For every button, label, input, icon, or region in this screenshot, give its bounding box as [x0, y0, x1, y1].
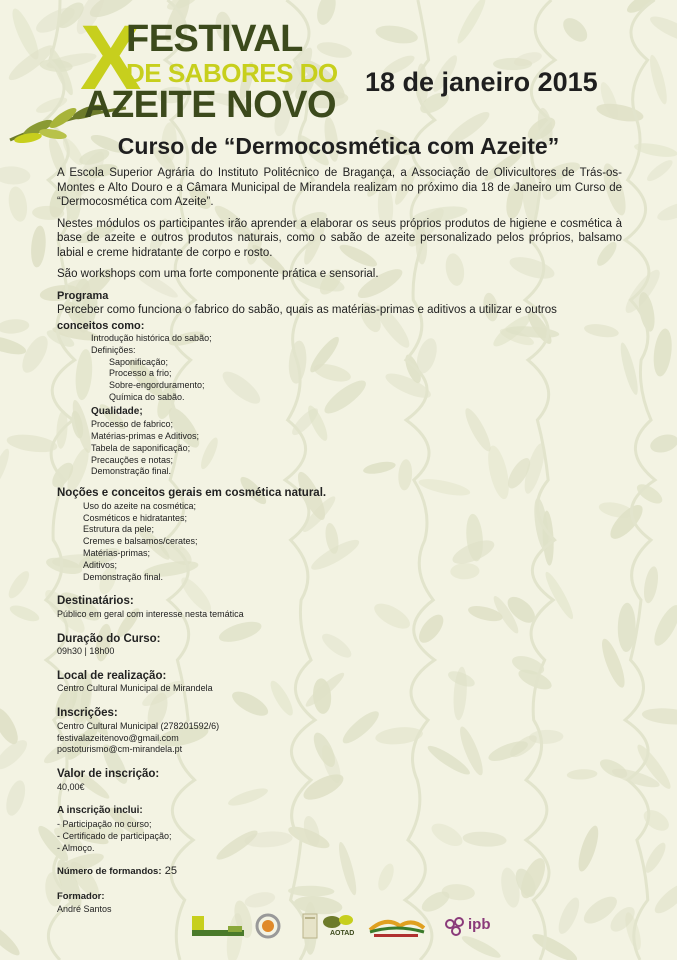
- duracao-value: 09h30 | 18h00: [57, 646, 115, 657]
- course-description: [57, 166, 622, 916]
- quality-heading: Qualidade;: [91, 405, 143, 417]
- formador-label: Formador:: [57, 890, 105, 902]
- valor-value: 40,00€: [57, 781, 85, 792]
- logo-de-sabores: DE SABORES DO: [126, 58, 338, 88]
- formandos-value: 25: [164, 865, 177, 878]
- list-item: Sobre-engorduramento;: [109, 380, 205, 391]
- list-item: Precauções e notas;: [91, 454, 174, 465]
- ipb-label: ipb: [468, 916, 491, 933]
- list-item: Uso do azeite na cosmética;: [83, 500, 197, 511]
- destinatarios-value: Público em geral com interesse nesta temática: [57, 608, 244, 619]
- seal-logo: [254, 912, 282, 940]
- list-item: Saponificação;: [109, 356, 169, 367]
- local-value: Centro Cultural Municipal de Mirandela: [57, 683, 213, 694]
- list-item: Processo de fabrico;: [91, 419, 174, 430]
- local-label: Local de realização:: [57, 669, 167, 682]
- duracao-label: Duração do Curso:: [57, 632, 161, 645]
- programa-lead: Perceber como funciona o fabrico do sabão, quais as matérias-primas e aditivos a utilizar e outros: [57, 304, 557, 316]
- intro-paragraph-1: A Escola Superior Agrária do Instituto Politécnico de Bragança, a Associação de Olivicultores de Trás-os-Montes e Alto Douro e a Câmara Municipal de Mirandela realizam no próximo dia 18 de Janeiro um Curso de “Dermocosmética com Azeite”.: [57, 167, 622, 208]
- intro-paragraph-2: Nestes módulos os participantes irão aprender a elaborar os seus próprios produtos de higiene e cosmética à base de azeite e outros produtos naturais, como o sabão de azeite personalizado pelos próprios, balsamo labial e creme hidratante de corpo e rosto.: [57, 217, 622, 259]
- sponsor-logos: [188, 912, 508, 942]
- olive-icon: [320, 912, 360, 930]
- list-item: Demonstração final.: [83, 571, 164, 582]
- list-item: Matérias-primas;: [83, 547, 151, 558]
- inclui-heading: A inscrição inclui:: [57, 805, 143, 817]
- inscricoes-label: Inscrições:: [57, 707, 118, 720]
- document-logo: [302, 912, 318, 940]
- list-item: Processo a frio;: [109, 368, 172, 379]
- course-title: Curso de “Dermocosmética com Azeite”: [117, 133, 560, 159]
- formandos-label: Número de formandos:: [57, 866, 162, 878]
- programa-heading: Programa: [57, 289, 109, 302]
- ipb-symbol-icon: [444, 916, 466, 936]
- festival-logo: [8, 8, 338, 143]
- destinatarios-label: Destinatários:: [57, 595, 134, 608]
- aotad-label: AOTAD: [330, 930, 355, 937]
- inscricoes-phone: Centro Cultural Municipal (278201592/6): [57, 720, 220, 731]
- logo-x: X: [80, 7, 140, 109]
- list-item: Cosméticos e hidratantes;: [83, 512, 188, 523]
- list-item: Matérias-primas e Aditivos;: [91, 431, 200, 442]
- cm-mirandela-logo: [188, 912, 246, 940]
- aotad-logo: [320, 912, 360, 940]
- list-item: Aditivos;: [83, 559, 118, 570]
- formador-value: André Santos: [57, 904, 112, 915]
- list-item: - Participação no curso;: [57, 818, 152, 829]
- logo-festival: FESTIVAL: [126, 18, 303, 60]
- list-item: - Almoço.: [57, 842, 95, 853]
- cosmetica-heading: Noções e conceitos gerais em cosmética natural.: [57, 487, 327, 500]
- valor-label: Valor de inscrição:: [57, 768, 160, 781]
- list-item: Tabela de saponificação;: [91, 442, 191, 453]
- list-item: Introdução histórica do sabão;: [91, 333, 212, 343]
- list-item: Estrutura da pele;: [83, 524, 155, 535]
- azeite-tras-os-montes-logo: [366, 912, 428, 940]
- inscricoes-email-1[interactable]: festivalazeitenovo@gmail.com: [57, 732, 179, 743]
- list-item: - Certificado de participação;: [57, 830, 172, 841]
- event-date: 18 de janeiro 2015: [365, 67, 598, 97]
- list-item: Química do sabão.: [109, 391, 185, 402]
- list-item: Demonstração final.: [91, 466, 172, 477]
- inscricoes-email-2[interactable]: postoturismo@cm-mirandela.pt: [57, 744, 183, 755]
- formandos-row: [57, 864, 622, 880]
- logo-azeite-novo: AZEITE NOVO: [84, 84, 337, 126]
- concepts-heading: conceitos como:: [57, 319, 145, 332]
- list-item: Cremes e balsamos/cerates;: [83, 536, 198, 547]
- intro-paragraph-3: São workshops com uma forte componente prática e sensorial.: [57, 268, 379, 280]
- ipb-logo: [444, 912, 496, 940]
- list-item: Definições:: [91, 344, 136, 355]
